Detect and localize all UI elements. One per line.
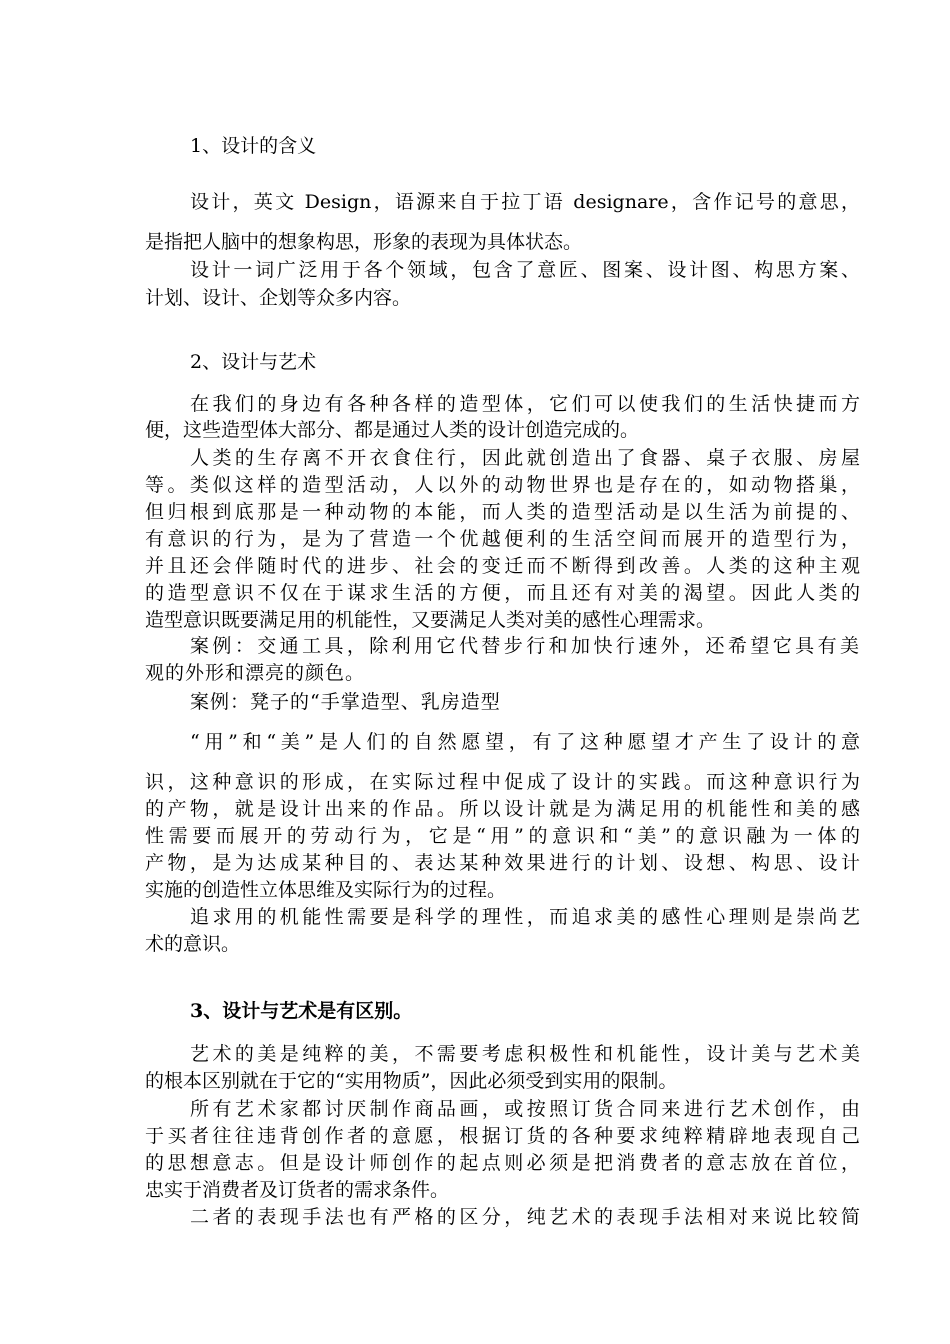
section3-p2-line2: 于买者往往违背创作者的意愿，根据订货的各种要求纯粹精辟地表现自己	[145, 1125, 860, 1147]
section2-p3-line4: 性需要而展开的劳动行为，它是“用”的意识和“美”的意识融为一体的	[145, 825, 860, 847]
section1-p2-line2: 计划、设计、企划等众多内容。	[145, 287, 412, 309]
section2-p2-line7: 造型意识既要满足用的机能性，又要满足人类对美的感性心理需求。	[145, 609, 716, 631]
section2-p3-line6: 实施的创造性立体思维及实际行为的过程。	[145, 879, 507, 901]
section2-p2-line4: 有意识的行为，是为了营造一个优越便利的生活空间而展开的造型行为，	[145, 528, 860, 550]
section2-p2-line6: 的造型意识不仅在于谋求生活的方便，而且还有对美的渴望。因此人类的	[145, 582, 860, 604]
section2-p3-line2: 识，这种意识的形成，在实际过程中促成了设计的实践。而这种意识行为	[145, 771, 860, 793]
case2-line: 案例：凳子的“手掌造型、乳房造型	[190, 691, 501, 713]
section3-p1-line2: 的根本区别就在于它的“实用物质”，因此必须受到实用的限制。	[145, 1070, 678, 1092]
section2-p2-line2: 等。类似这样的造型活动，人以外的动物世界也是存在的，如动物搭巢，	[145, 474, 860, 496]
section3-heading: 3、设计与艺术是有区别。	[190, 1000, 413, 1022]
section2-p1-line2: 便，这些造型体大部分、都是通过人类的设计创造完成的。	[145, 419, 640, 441]
section1-p1-line1: 设计，英文 Design，语源来自于拉丁语 designare，含作记号的意思，	[190, 191, 860, 213]
section1-p2-line1: 设计一词广泛用于各个领域，包含了意匠、图案、设计图、构思方案、	[190, 259, 860, 281]
case1-line2: 观的外形和漂亮的颜色。	[145, 662, 366, 684]
section2-p1-line1: 在我们的身边有各种各样的造型体，它们可以使我们的生活快捷而方	[190, 393, 860, 415]
section2-p4-line2: 术的意识。	[145, 933, 241, 955]
section2-p3-line1: “用”和“美”是人们的自然愿望，有了这种愿望才产生了设计的意	[190, 731, 860, 753]
section2-heading: 2、设计与艺术	[190, 351, 317, 373]
section3-p2-line4: 忠实于消费者及订货者的需求条件。	[145, 1179, 450, 1201]
section2-p2-line3: 但归根到底那是一种动物的本能，而人类的造型活动是以生活为前提的、	[145, 501, 860, 523]
section2-p3-line3: 的产物，就是设计出来的作品。所以设计就是为满足用的机能性和美的感	[145, 798, 860, 820]
section2-p4-line1: 追求用的机能性需要是科学的理性，而追求美的感性心理则是崇尚艺	[190, 906, 860, 928]
section2-p3-line5: 产物，是为达成某种目的、表达某种效果进行的计划、设想、构思、设计	[145, 852, 860, 874]
case1-line1: 案例：交通工具，除利用它代替步行和加快行速外，还希望它具有美	[190, 635, 860, 657]
section1-p1-line2: 是指把人脑中的想象构思，形象的表现为具体状态。	[145, 231, 583, 253]
section1-heading: 1、设计的含义	[190, 135, 317, 157]
section3-p3-line1: 二者的表现手法也有严格的区分，纯艺术的表现手法相对来说比较简	[190, 1206, 860, 1228]
section2-p2-line1: 人类的生存离不开衣食住行，因此就创造出了食器、桌子衣服、房屋	[190, 447, 860, 469]
section3-p2-line3: 的思想意志。但是设计师创作的起点则必须是把消费者的意志放在首位，	[145, 1152, 860, 1174]
section3-p1-line1: 艺术的美是纯粹的美，不需要考虑积极性和机能性，设计美与艺术美	[190, 1043, 860, 1065]
section2-p2-line5: 并且还会伴随时代的进步、社会的变迁而不断得到改善。人类的这种主观	[145, 555, 860, 577]
section3-p2-line1: 所有艺术家都讨厌制作商品画，或按照订货合同来进行艺术创作，由	[190, 1098, 860, 1120]
